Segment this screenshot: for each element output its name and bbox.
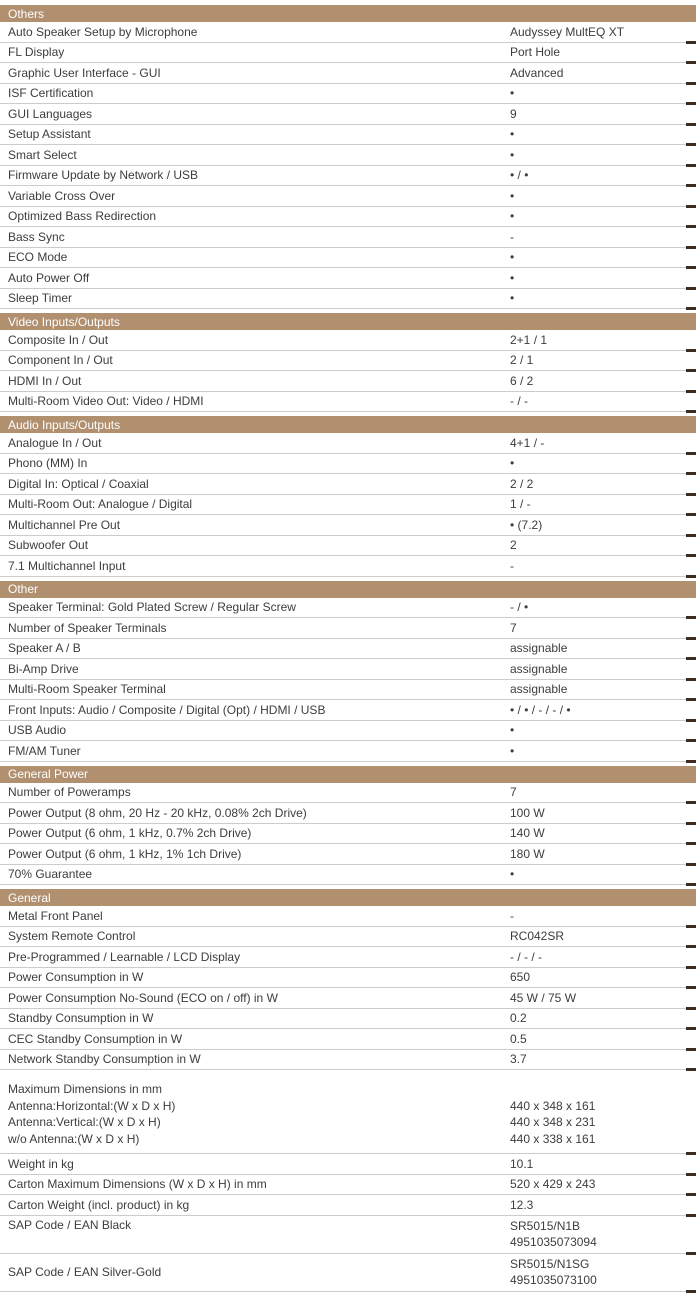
row-label: ECO Mode — [8, 250, 68, 265]
row-label: Carton Weight (incl. product) in kg — [8, 1197, 190, 1212]
spec-row — [0, 166, 696, 187]
spec-row — [0, 741, 696, 762]
row-label: Multichannel Pre Out — [8, 517, 121, 532]
spec-row — [0, 186, 696, 207]
row-label: FL Display — [8, 45, 65, 60]
section-title: Others — [8, 6, 45, 21]
row-label: Setup Assistant — [8, 127, 91, 142]
row-value: 140 W — [510, 826, 545, 841]
spec-row — [0, 351, 696, 372]
row-value: • — [510, 743, 515, 758]
spec-row — [0, 495, 696, 516]
row-label: Number of Speaker Terminals — [8, 620, 167, 635]
spec-row — [0, 1009, 696, 1030]
spec-row — [0, 1029, 696, 1050]
row-label: Sleep Timer — [8, 291, 73, 306]
row-label: Weight in kg — [8, 1156, 74, 1171]
row-label: 7.1 Multichannel Input — [8, 558, 126, 573]
section-header — [0, 766, 696, 783]
row-value: - / • — [510, 600, 529, 615]
spec-row — [0, 84, 696, 105]
row-label: Antenna:Horizontal:(W x D x H) — [8, 1098, 176, 1113]
row-label: Composite In / Out — [8, 332, 109, 347]
row-value: • / • — [510, 168, 529, 183]
row-label: Power Output (8 ohm, 20 Hz - 20 kHz, 0.08% 2ch Drive) — [8, 805, 307, 820]
row-label: FM/AM Tuner — [8, 743, 81, 758]
section-title: Video Inputs/Outputs — [8, 314, 120, 329]
spec-row — [0, 865, 696, 886]
spec-dimensions-block — [0, 1079, 696, 1154]
row-value: 0.5 — [510, 1031, 527, 1046]
spec-row — [0, 680, 696, 701]
row-label: Auto Power Off — [8, 270, 90, 285]
row-value: - / - / - — [510, 949, 542, 964]
row-value: • — [510, 291, 515, 306]
row-value: RC042SR — [510, 929, 565, 944]
section-header — [0, 581, 696, 598]
spec-row — [0, 1154, 696, 1175]
row-value: • — [510, 127, 515, 142]
row-value: • — [510, 456, 515, 471]
row-label: Component In / Out — [8, 353, 113, 368]
row-value: 2 / 2 — [510, 476, 534, 491]
row-label: Network Standby Consumption in W — [8, 1052, 201, 1067]
spec-row — [0, 968, 696, 989]
spec-row — [0, 371, 696, 392]
row-value-line: 4951035073094 — [510, 1234, 597, 1249]
row-value: Port Hole — [510, 45, 561, 60]
section-header — [0, 313, 696, 330]
row-value-line: SR5015/N1SG — [510, 1256, 590, 1271]
spec-row — [0, 906, 696, 927]
spec-row — [0, 618, 696, 639]
row-value: 7 — [510, 785, 517, 800]
row-value: 440 x 338 x 161 — [510, 1131, 596, 1146]
spec-row — [0, 803, 696, 824]
row-label: Auto Speaker Setup by Microphone — [8, 24, 198, 39]
spec-line — [8, 1114, 696, 1131]
row-label: GUI Languages — [8, 106, 93, 121]
row-label: Firmware Update by Network / USB — [8, 168, 199, 183]
row-value: 12.3 — [510, 1197, 534, 1212]
spec-row — [0, 598, 696, 619]
row-label: CEC Standby Consumption in W — [8, 1031, 183, 1046]
row-value: • (7.2) — [510, 517, 543, 532]
row-value: - — [510, 229, 514, 244]
row-value: 6 / 2 — [510, 373, 534, 388]
row-value: 45 W / 75 W — [510, 990, 577, 1005]
section-header — [0, 889, 696, 906]
section-title: Other — [8, 582, 39, 596]
row-label: Power Consumption No-Sound (ECO on / off) in W — [8, 990, 278, 1005]
row-label: Multi-Room Speaker Terminal — [8, 682, 166, 697]
row-label: Optimized Bass Redirection — [8, 209, 157, 224]
row-label: Graphic User Interface - GUI — [8, 65, 161, 80]
row-label: Multi-Room Video Out: Video / HDMI — [8, 394, 204, 409]
spec-row — [0, 104, 696, 125]
row-value: - — [510, 558, 514, 573]
row-value: 440 x 348 x 161 — [510, 1098, 596, 1113]
spec-row — [0, 556, 696, 577]
row-value: assignable — [510, 661, 568, 676]
spec-row — [0, 927, 696, 948]
spec-row — [0, 639, 696, 660]
row-label: Digital In: Optical / Coaxial — [8, 476, 149, 491]
spec-row — [0, 474, 696, 495]
row-label: Bass Sync — [8, 229, 65, 244]
row-label: Number of Poweramps — [8, 785, 131, 800]
row-label: Variable Cross Over — [8, 188, 116, 203]
row-value: 9 — [510, 106, 517, 121]
spec-row — [0, 268, 696, 289]
row-label: USB Audio — [8, 723, 67, 738]
spec-line — [8, 1098, 696, 1115]
spec-row — [0, 22, 696, 43]
row-value — [510, 1081, 696, 1098]
section-title: Audio Inputs/Outputs — [8, 417, 121, 432]
spec-row — [0, 988, 696, 1009]
section-header — [0, 5, 696, 22]
spec-row — [0, 207, 696, 228]
spec-row — [0, 1216, 696, 1254]
row-label: Analogue In / Out — [8, 435, 102, 450]
row-value: • — [510, 270, 515, 285]
row-value: - — [510, 908, 514, 923]
row-value: 7 — [510, 620, 517, 635]
row-label: Metal Front Panel — [8, 908, 103, 923]
spec-row — [0, 330, 696, 351]
row-label: ISF Certification — [8, 86, 94, 101]
row-value: 100 W — [510, 805, 545, 820]
row-value: 2 / 1 — [510, 353, 534, 368]
spec-row — [0, 1195, 696, 1216]
row-label: SAP Code / EAN Silver-Gold — [8, 1264, 162, 1279]
row-label: Power Output (6 ohm, 1 kHz, 1% 1ch Drive) — [8, 846, 242, 861]
row-label: System Remote Control — [8, 929, 136, 944]
spec-row — [0, 515, 696, 536]
spec-row — [0, 392, 696, 413]
row-label: 70% Guarantee — [8, 867, 93, 882]
spec-row — [0, 700, 696, 721]
section-header — [0, 416, 696, 433]
row-label: Standby Consumption in W — [8, 1011, 154, 1026]
row-value: 0.2 — [510, 1011, 527, 1026]
spec-row — [0, 844, 696, 865]
row-value — [510, 1218, 696, 1250]
row-label: Antenna:Vertical:(W x D x H) — [8, 1115, 161, 1129]
spec-row — [0, 536, 696, 557]
row-label: w/o Antenna:(W x D x H) — [8, 1131, 140, 1146]
row-value: - / - — [510, 394, 528, 409]
row-value-line: SR5015/N1B — [510, 1218, 581, 1233]
row-label: Front Inputs: Audio / Composite / Digital (Opt) / HDMI / USB — [8, 702, 326, 717]
spec-row — [0, 145, 696, 166]
row-label: Smart Select — [8, 147, 77, 162]
row-value: 2+1 / 1 — [510, 332, 548, 347]
row-value: assignable — [510, 682, 568, 697]
row-label: Subwoofer Out — [8, 538, 89, 553]
row-value: 440 x 348 x 231 — [510, 1115, 596, 1129]
row-value: 520 x 429 x 243 — [510, 1177, 596, 1192]
spec-row — [0, 433, 696, 454]
row-value: 3.7 — [510, 1052, 527, 1067]
row-value: 1 / - — [510, 497, 531, 512]
row-value: 650 — [510, 970, 531, 985]
row-value: • / • / - / - / • — [510, 702, 571, 717]
row-value-line: 4951035073100 — [510, 1272, 597, 1287]
section-title: General — [8, 890, 51, 905]
row-label: HDMI In / Out — [8, 373, 82, 388]
row-label: Maximum Dimensions in mm — [8, 1082, 163, 1096]
spec-row — [0, 824, 696, 845]
row-label: SAP Code / EAN Black — [8, 1217, 132, 1232]
section-title: General Power — [8, 767, 89, 781]
row-value: • — [510, 147, 515, 162]
spec-row — [0, 659, 696, 680]
row-label: Phono (MM) In — [8, 456, 88, 471]
spec-row — [0, 947, 696, 968]
spec-row — [0, 248, 696, 269]
spec-row — [0, 1254, 696, 1292]
spec-line — [8, 1081, 696, 1098]
row-value: • — [510, 188, 515, 203]
row-value: Audyssey MultEQ XT — [510, 24, 625, 39]
row-value — [510, 1256, 696, 1288]
spec-row — [0, 721, 696, 742]
spec-row — [0, 1050, 696, 1071]
row-label: Speaker Terminal: Gold Plated Screw / Regular Screw — [8, 600, 296, 615]
row-value: • — [510, 86, 515, 101]
spec-row — [0, 783, 696, 804]
row-value: assignable — [510, 641, 568, 656]
row-label: Bi-Amp Drive — [8, 661, 79, 676]
row-value: • — [510, 250, 515, 265]
row-value: • — [510, 723, 515, 738]
row-label: Multi-Room Out: Analogue / Digital — [8, 497, 193, 512]
row-label: Speaker A / B — [8, 641, 81, 656]
spec-row — [0, 289, 696, 310]
row-value: Advanced — [510, 65, 564, 80]
spec-row — [0, 125, 696, 146]
spec-row — [0, 43, 696, 64]
row-value: 4+1 / - — [510, 435, 545, 450]
row-value: • — [510, 867, 515, 882]
spec-row — [0, 63, 696, 84]
row-label: Power Consumption in W — [8, 970, 144, 985]
spec-row — [0, 454, 696, 475]
row-value: • — [510, 209, 515, 224]
row-value: 10.1 — [510, 1156, 534, 1171]
row-label: Pre-Programmed / Learnable / LCD Display — [8, 949, 241, 964]
row-value: 180 W — [510, 846, 545, 861]
spec-line — [8, 1131, 696, 1148]
row-value: 2 — [510, 538, 517, 553]
spec-row — [0, 1175, 696, 1196]
spec-row — [0, 227, 696, 248]
row-label: Power Output (6 ohm, 1 kHz, 0.7% 2ch Drive) — [8, 826, 252, 841]
row-label: Carton Maximum Dimensions (W x D x H) in mm — [8, 1177, 267, 1192]
